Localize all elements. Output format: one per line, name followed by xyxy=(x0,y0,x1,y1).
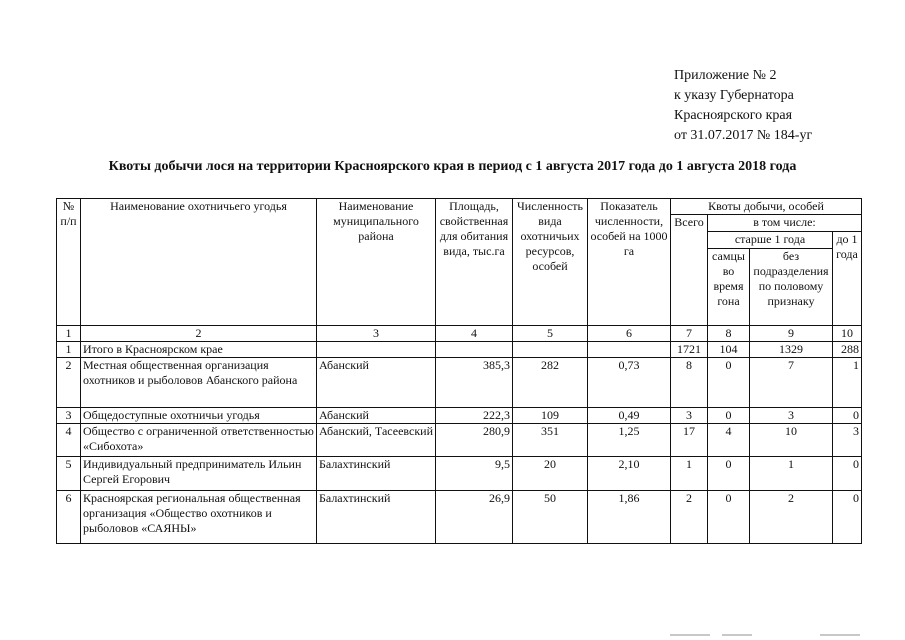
header-district: Наименование муниципального района xyxy=(317,199,436,326)
row-under-1: 0 xyxy=(833,491,862,544)
column-number: 5 xyxy=(513,326,588,342)
row-area: 385,3 xyxy=(436,358,513,408)
table-row xyxy=(57,358,862,408)
column-number: 4 xyxy=(436,326,513,342)
row-under-1: 0 xyxy=(833,457,862,491)
row-area: 222,3 xyxy=(436,408,513,424)
row-area: 280,9 xyxy=(436,424,513,457)
row-area xyxy=(436,342,513,358)
row-total: 2 xyxy=(671,491,708,544)
header-population: Численность вида охотничьих ресурсов, особей xyxy=(513,199,588,326)
header-no-sex: без подразделения по половому признаку xyxy=(750,249,833,326)
row-density xyxy=(588,342,671,358)
row-density: 0,49 xyxy=(588,408,671,424)
column-number: 3 xyxy=(317,326,436,342)
row-num: 5 xyxy=(57,457,81,491)
row-males: 0 xyxy=(708,358,750,408)
row-name: Итого в Красноярском крае xyxy=(81,342,317,358)
row-males: 104 xyxy=(708,342,750,358)
row-males: 4 xyxy=(708,424,750,457)
column-number: 6 xyxy=(588,326,671,342)
header-quotas: Квоты добычи, особей xyxy=(671,199,862,215)
row-name: Общество с ограниченной ответственностью «Сибохота» xyxy=(81,424,317,457)
row-total: 3 xyxy=(671,408,708,424)
header-area: Площадь, свойственная для обитания вида, тыс.га xyxy=(436,199,513,326)
header-density: Показатель численности, особей на 1000 га xyxy=(588,199,671,326)
row-density: 1,25 xyxy=(588,424,671,457)
row-total: 1 xyxy=(671,457,708,491)
appendix-block xyxy=(674,66,812,146)
header-males: самцы во время гона xyxy=(708,249,750,326)
row-num: 4 xyxy=(57,424,81,457)
row-no-sex: 1329 xyxy=(750,342,833,358)
row-population: 282 xyxy=(513,358,588,408)
header-including: в том числе: xyxy=(708,215,862,232)
appendix-line: Приложение № 2 xyxy=(674,68,777,83)
row-num: 6 xyxy=(57,491,81,544)
header-name: Наименование охотничьего угодья xyxy=(81,199,317,326)
row-density: 1,86 xyxy=(588,491,671,544)
document-title: Квоты добычи лося на территории Красноярского края в период с 1 августа 2017 года до 1 августа 2018 года xyxy=(108,159,797,174)
row-under-1: 0 xyxy=(833,408,862,424)
scan-artifact xyxy=(0,630,905,640)
header-num: № п/п xyxy=(57,199,81,326)
row-population: 109 xyxy=(513,408,588,424)
row-no-sex: 1 xyxy=(750,457,833,491)
row-males: 0 xyxy=(708,457,750,491)
row-name: Общедоступные охотничьи угодья xyxy=(81,408,317,424)
column-number: 10 xyxy=(833,326,862,342)
header-under-1-year: до 1 года xyxy=(833,232,862,326)
column-number: 9 xyxy=(750,326,833,342)
appendix-line: Красноярского края xyxy=(674,108,793,123)
quota-table xyxy=(56,198,862,544)
row-population: 20 xyxy=(513,457,588,491)
row-total: 17 xyxy=(671,424,708,457)
appendix-line: к указу Губернатора xyxy=(674,88,794,103)
row-num: 1 xyxy=(57,342,81,358)
row-num: 2 xyxy=(57,358,81,408)
row-total: 8 xyxy=(671,358,708,408)
row-males: 0 xyxy=(708,408,750,424)
row-no-sex: 10 xyxy=(750,424,833,457)
row-name: Индивидуальный предприниматель Ильин Сергей Егорович xyxy=(81,457,317,491)
header-over-1-year: старше 1 года xyxy=(708,232,833,249)
row-population: 50 xyxy=(513,491,588,544)
row-density: 0,73 xyxy=(588,358,671,408)
row-name: Местная общественная организация охотников и рыболовов Абанского района xyxy=(81,358,317,408)
row-under-1: 3 xyxy=(833,424,862,457)
row-area: 26,9 xyxy=(436,491,513,544)
row-total: 1721 xyxy=(671,342,708,358)
column-number: 1 xyxy=(57,326,81,342)
column-number: 8 xyxy=(708,326,750,342)
row-no-sex: 2 xyxy=(750,491,833,544)
column-number: 2 xyxy=(81,326,317,342)
row-district: Абанский xyxy=(317,408,436,424)
table-row xyxy=(57,491,862,544)
table-row xyxy=(57,424,862,457)
row-no-sex: 7 xyxy=(750,358,833,408)
row-name: Красноярская региональная общественная организация «Общество охотников и рыболовов «САЯНЫ» xyxy=(81,491,317,544)
table-row xyxy=(57,457,862,491)
row-population: 351 xyxy=(513,424,588,457)
row-males: 0 xyxy=(708,491,750,544)
row-population xyxy=(513,342,588,358)
appendix-date-line: от 31.07.2017 № 184-уг xyxy=(674,128,813,143)
row-under-1: 288 xyxy=(833,342,862,358)
row-area: 9,5 xyxy=(436,457,513,491)
row-district: Абанский xyxy=(317,358,436,408)
row-under-1: 1 xyxy=(833,358,862,408)
table-row xyxy=(57,342,862,358)
row-no-sex: 3 xyxy=(750,408,833,424)
row-district: Балахтинский xyxy=(317,457,436,491)
row-district: Балахтинский xyxy=(317,491,436,544)
row-district xyxy=(317,342,436,358)
row-num: 3 xyxy=(57,408,81,424)
column-number: 7 xyxy=(671,326,708,342)
header-total: Всего xyxy=(671,215,708,326)
row-district: Абанский, Тасеевский xyxy=(317,424,436,457)
table-row xyxy=(57,408,862,424)
row-density: 2,10 xyxy=(588,457,671,491)
